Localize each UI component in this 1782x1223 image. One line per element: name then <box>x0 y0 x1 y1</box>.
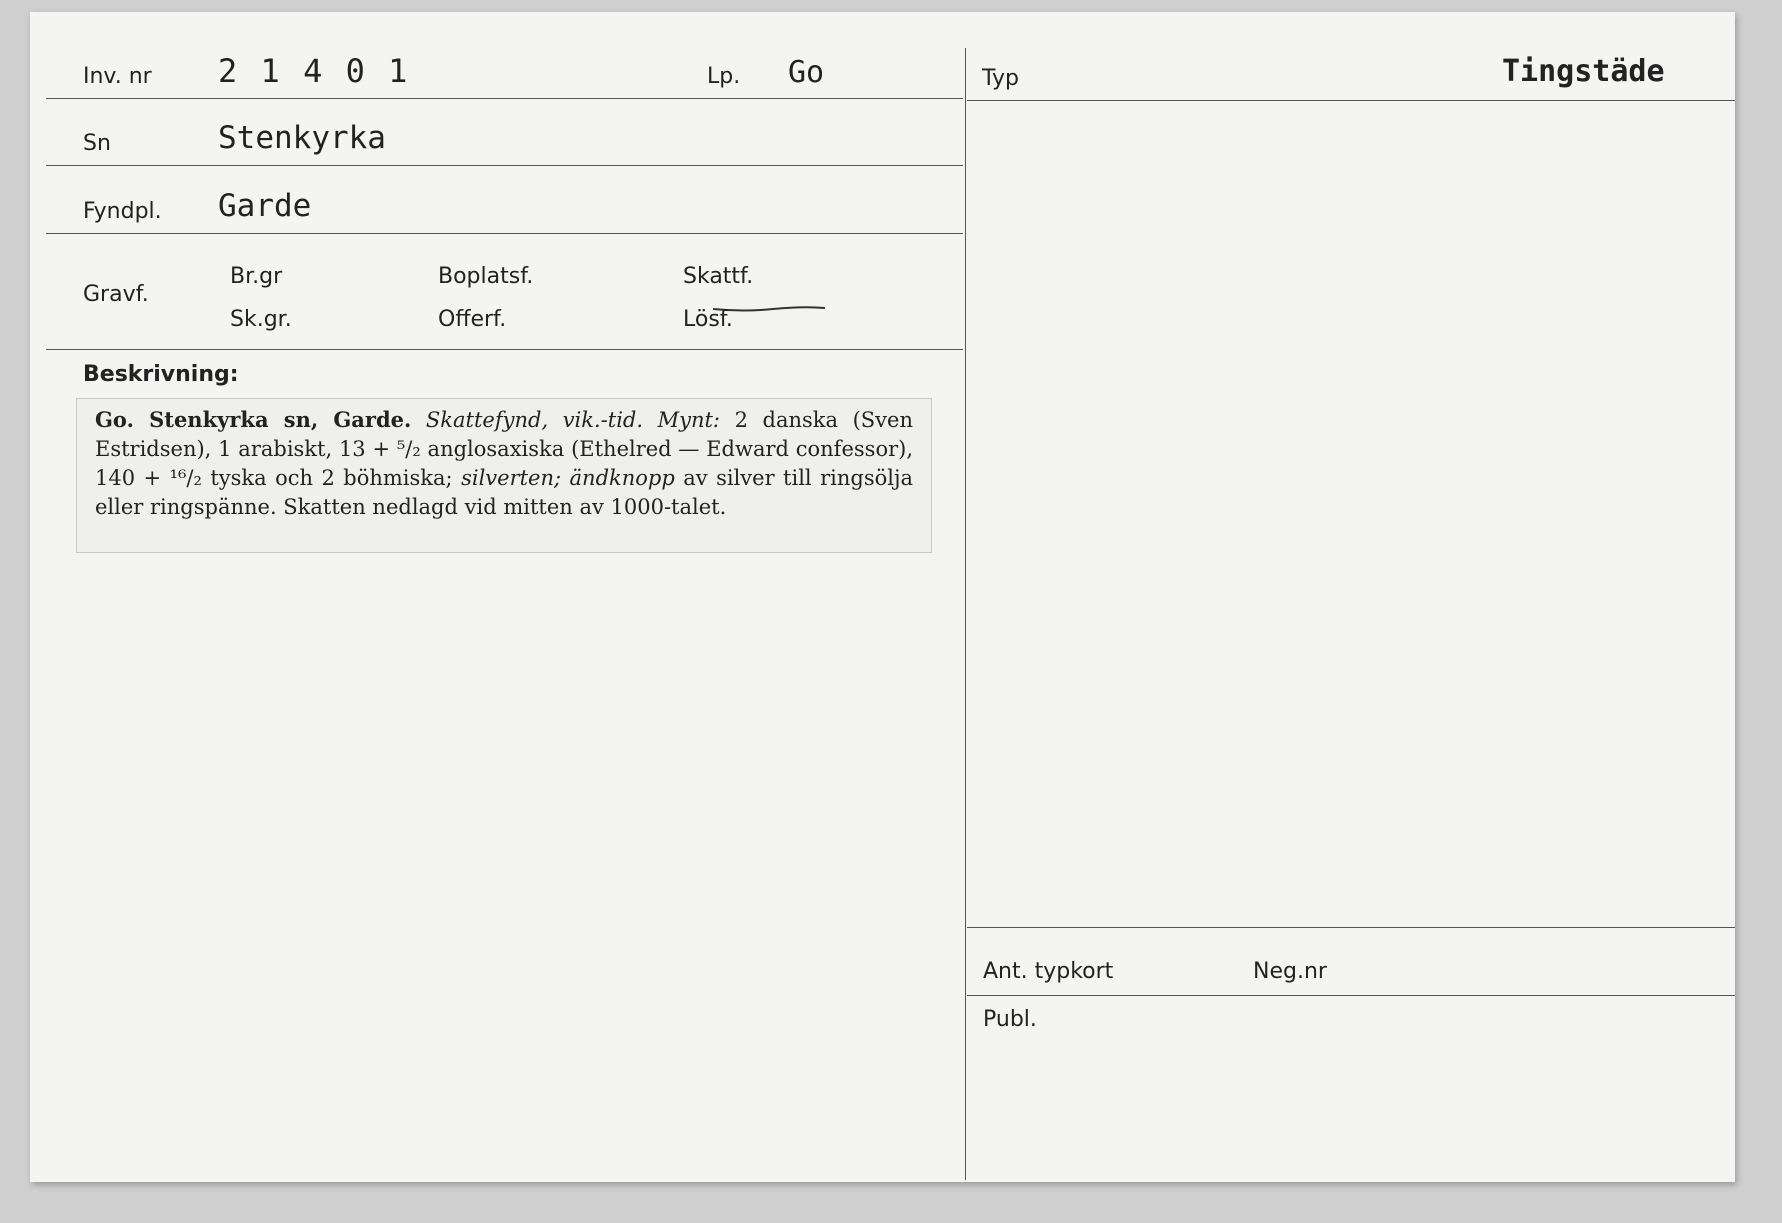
publ-label: Publ. <box>983 1007 1037 1032</box>
losf-label: Lösf. <box>683 307 733 332</box>
fyndpl-label: Fyndpl. <box>83 199 162 224</box>
rule-typ <box>967 100 1735 101</box>
description-coins: 2 danska (Sven Estridsen), 1 arabiskt, 13 + ⁵/₂ anglosaxiska (Ethelred — Edward confessor), 140 + ¹⁶/₂ tyska och 2 böhmiska; <box>95 408 913 490</box>
typ-value: Tingstäde <box>1502 54 1665 89</box>
offerf-label: Offerf. <box>438 307 507 332</box>
description-type: Skattefynd, vik.-tid. Mynt: <box>425 408 721 432</box>
rule-ant <box>967 927 1735 928</box>
boplatsf-label: Boplatsf. <box>438 264 534 289</box>
inv-label: Inv. nr <box>83 64 152 89</box>
lp-value: Go <box>788 55 825 90</box>
typ-label: Typ <box>982 66 1019 91</box>
gravf-label: Gravf. <box>83 282 149 307</box>
rule-sn <box>46 165 963 166</box>
catalog-card <box>30 12 1735 1182</box>
skgr-label: Sk.gr. <box>230 307 292 332</box>
description-slip <box>76 398 932 553</box>
description-heading: Go. Stenkyrka sn, Garde. <box>95 407 412 432</box>
lp-label: Lp. <box>707 64 741 89</box>
rule-fyndpl <box>46 233 963 234</box>
description-dating: av silver till ringsölja eller ringspänne. Skatten nedlagd vid mitten av 1000-talet. <box>95 466 913 519</box>
ant-typkort-label: Ant. typkort <box>983 959 1114 984</box>
sn-value: Stenkyrka <box>218 120 386 156</box>
description-objects: silverten; ändknopp <box>461 466 675 490</box>
rule-gravf <box>46 349 963 350</box>
column-divider <box>965 48 966 1180</box>
neg-nr-label: Neg.nr <box>1253 959 1327 984</box>
inv-value: 2 1 4 0 1 <box>218 52 410 90</box>
rule-publ <box>967 995 1735 996</box>
rule-inv <box>46 98 963 99</box>
fyndpl-value: Garde <box>218 188 312 224</box>
brgr-label: Br.gr <box>230 264 283 289</box>
beskrivning-label: Beskrivning: <box>83 362 239 387</box>
skattf-label: Skattf. <box>683 264 754 289</box>
sn-label: Sn <box>83 131 111 156</box>
